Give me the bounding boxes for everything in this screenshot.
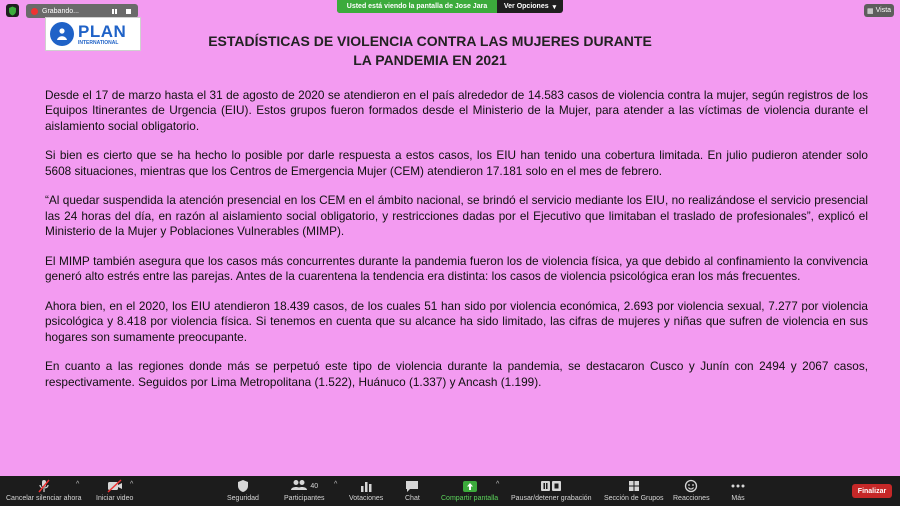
microphone-muted-icon bbox=[37, 479, 51, 493]
reactions-label: Reacciones bbox=[673, 495, 710, 502]
breakout-rooms-button[interactable] bbox=[604, 479, 664, 502]
grid-icon: ▦ bbox=[866, 7, 874, 15]
share-screen-button[interactable] bbox=[441, 479, 498, 502]
logo-brand: PLAN bbox=[78, 21, 127, 41]
video-off-icon bbox=[107, 479, 123, 493]
paragraph: El MIMP también asegura que los casos más concurrentes durante la pandemia fueron los de violencia física, ya que debido al confinamiento la convivencia generó alto estrés entre las parejas. Antes de la cuarentena la tendencia era distinta: los casos de violencia psicológica eran los más frecuentes. bbox=[45, 253, 868, 284]
reactions-icon bbox=[684, 479, 698, 493]
breakout-rooms-icon bbox=[628, 479, 640, 493]
share-options-chevron-icon[interactable]: ^ bbox=[496, 481, 500, 488]
more-button[interactable] bbox=[731, 479, 745, 502]
plan-logo-icon bbox=[50, 22, 74, 46]
recording-indicator bbox=[26, 4, 138, 18]
view-options-button[interactable] bbox=[497, 0, 563, 13]
video-label: Iniciar video bbox=[96, 495, 134, 502]
stop-recording-icon[interactable] bbox=[124, 7, 133, 16]
chat-label: Chat bbox=[405, 495, 420, 502]
security-shield-icon bbox=[237, 479, 249, 493]
document-body bbox=[45, 88, 868, 404]
polls-label: Votaciones bbox=[349, 495, 384, 502]
participants-icon bbox=[290, 479, 308, 493]
participants-count: 40 bbox=[310, 482, 319, 490]
view-options-label: Ver Opciones bbox=[503, 3, 549, 10]
shield-icon[interactable] bbox=[6, 4, 19, 17]
pause-stop-recording-button[interactable] bbox=[511, 479, 592, 502]
more-icon bbox=[731, 479, 745, 493]
chevron-down-icon: ▾ bbox=[552, 3, 557, 11]
record-label: Pausar/detener grabación bbox=[511, 495, 592, 502]
share-message: Usted está viendo la pantalla de Jose Jara bbox=[337, 0, 497, 13]
participants-options-chevron-icon[interactable]: ^ bbox=[334, 481, 338, 488]
polls-button[interactable] bbox=[349, 479, 383, 502]
video-options-chevron-icon[interactable]: ^ bbox=[130, 481, 134, 488]
breakout-rooms-label: Sección de Grupos bbox=[604, 495, 664, 502]
view-button-label: Vista bbox=[875, 7, 892, 14]
chat-icon bbox=[405, 479, 419, 493]
share-screen-label: Compartir pantalla bbox=[441, 495, 499, 502]
paragraph: “Al quedar suspendida la atención presencial en los CEM en el ámbito nacional, se brindó el servicio mediante los EIU, no realizándose el servicio presencial las 24 horas del día, en razón al aislamiento social obligatorio, y restricciones dadas por el Ejecutivo que limitaban el traslado de profesionales”, explicó el Ministerio de la Mujer y Poblaciones Vulnerables (MIMP). bbox=[45, 193, 868, 239]
security-button[interactable] bbox=[227, 479, 259, 502]
participants-button[interactable] bbox=[284, 479, 324, 502]
paragraph: Ahora bien, en el 2020, los EIU atendieron 18.439 casos, de los cuales 51 han sido por violencia económica, 2.693 por violencia sexual, 7.277 por violencia psicológica y 8.418 por violencia física. Si tenemos en cuenta que su alcance ha sido limitado, las cifras de mujeres y niñas que sufren de violencia en sus hogares son sumamente preocupante. bbox=[45, 298, 868, 344]
recording-label: Grabando... bbox=[42, 7, 79, 15]
share-screen-icon bbox=[462, 479, 478, 493]
mute-label: Cancelar silenciar ahora bbox=[6, 495, 82, 502]
pause-stop-icon bbox=[540, 479, 562, 493]
security-label: Seguridad bbox=[227, 495, 259, 502]
paragraph: En cuanto a las regiones donde más se perpetuó este tipo de violencia durante la pandemia, se destacaron Cusco y Junín con 2494 y 2067 casos, respectivamente. Seguidos por Lima Metropolitana (1.522), Huánuco (1.337) y Ancash (1.199). bbox=[45, 359, 868, 389]
logo-subtitle: INTERNATIONAL bbox=[78, 39, 119, 46]
title-line-1: ESTADÍSTICAS DE VIOLENCIA CONTRA LAS MUJERES DURANTE bbox=[208, 33, 652, 49]
chat-button[interactable] bbox=[405, 479, 420, 502]
pause-recording-icon[interactable] bbox=[110, 7, 119, 16]
recording-dot-icon bbox=[31, 8, 38, 15]
start-video-button[interactable] bbox=[96, 479, 133, 502]
title-line-2: LA PANDEMIA EN 2021 bbox=[353, 52, 507, 68]
end-meeting-button[interactable]: Finalizar bbox=[852, 484, 892, 498]
screen-share-banner bbox=[337, 0, 563, 13]
meeting-toolbar bbox=[0, 476, 900, 506]
paragraph: Si bien es cierto que se ha hecho lo posible por darle respuesta a estos casos, los EIU han tenido una cobertura limitada. En julio pudieron atender solo 5608 situaciones, mientras que los Centros de Emergencia Mujer (CEM) atendieron 17.181 solo en el mes de febrero. bbox=[45, 148, 868, 178]
document-title bbox=[120, 32, 740, 70]
paragraph: Desde el 17 de marzo hasta el 31 de agosto de 2020 se atendieron en el país alrededor de 14.583 casos de violencia contra la mujer, según registros de los Equipos Itinerantes de Urgencia (EIU). Estos grupos fueron formados desde el Ministerio de la Mujer, para atender a las víctimas de violencia durante el aislamiento social obligatorio. bbox=[45, 88, 868, 133]
view-button[interactable] bbox=[864, 4, 894, 17]
reactions-button[interactable] bbox=[673, 479, 710, 502]
participants-label: Participantes bbox=[284, 495, 325, 502]
mute-options-chevron-icon[interactable]: ^ bbox=[76, 481, 80, 488]
more-label: Más bbox=[731, 495, 745, 502]
mute-button[interactable] bbox=[6, 479, 81, 502]
polls-icon bbox=[360, 479, 372, 493]
